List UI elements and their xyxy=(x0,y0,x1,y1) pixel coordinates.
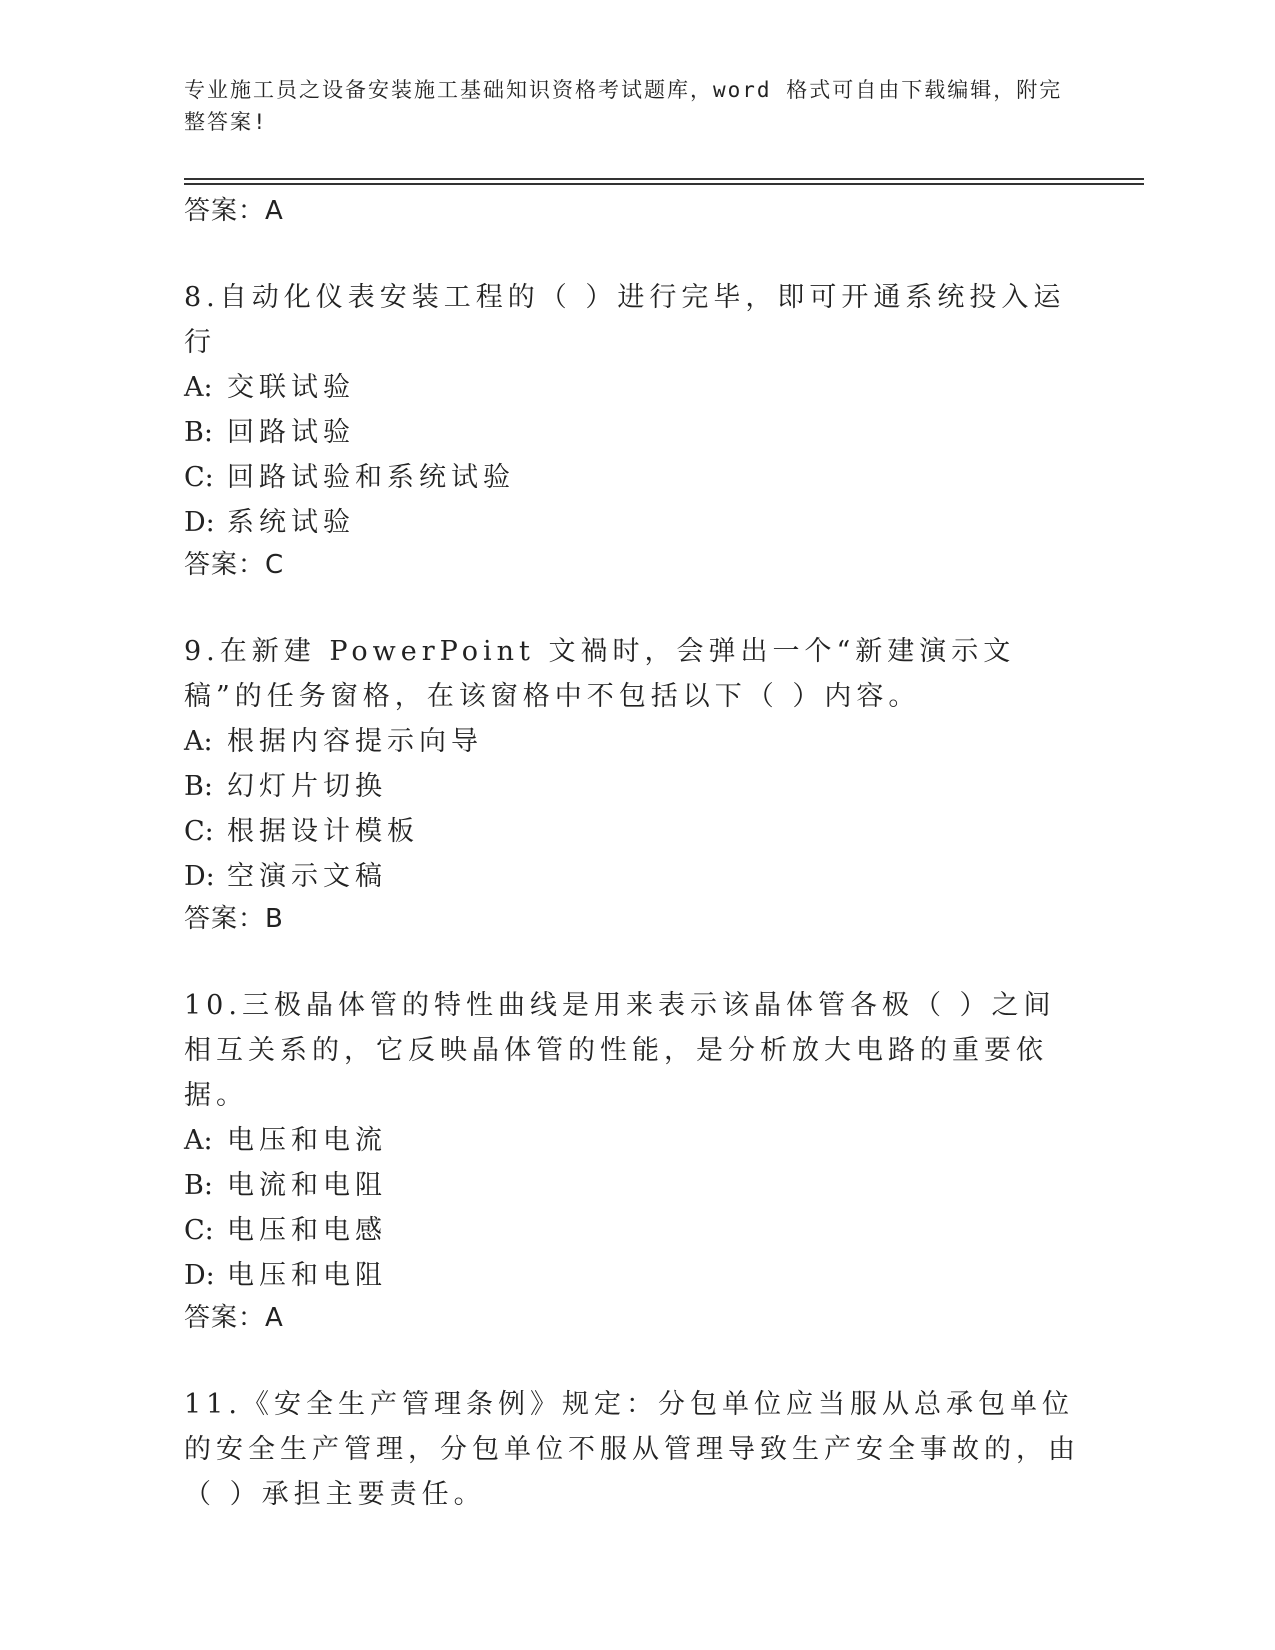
option-text: 根据设计模板 xyxy=(227,816,419,847)
option-d xyxy=(184,854,1084,899)
option-key: B: xyxy=(184,417,213,448)
answer-label: 答案：C xyxy=(184,550,285,580)
header-divider-bottom xyxy=(184,183,1144,185)
option-text: 回路试验 xyxy=(227,417,355,448)
option-a xyxy=(184,1118,1084,1163)
question-stem: 9.在新建 PowerPoint 文禍时，会弹出一个“新建演示文稿”的任务窗格，在该窗格中不包括以下（ ）内容。 xyxy=(184,636,1016,712)
option-text: 交联试验 xyxy=(227,372,355,403)
question-stem: 11.《安全生产管理条例》规定：分包单位应当服从总承包单位的安全生产管理，分包单位不服从管理导致生产安全事故的，由（ ）承担主要责任。 xyxy=(184,1389,1080,1510)
option-d xyxy=(184,500,1084,545)
option-key: B: xyxy=(184,771,213,802)
option-text: 空演示文稿 xyxy=(227,861,387,892)
option-text: 回路试验和系统试验 xyxy=(227,462,515,493)
option-key: C: xyxy=(184,816,214,847)
option-b xyxy=(184,410,1084,455)
header-divider-top xyxy=(184,178,1144,180)
option-text: 根据内容提示向导 xyxy=(227,726,483,757)
option-key: C: xyxy=(184,1215,214,1246)
question-stem: 8.自动化仪表安装工程的（ ）进行完毕，即可开通系统投入运行 xyxy=(184,282,1066,358)
answer-label: 答案：A xyxy=(184,196,284,226)
question-8 xyxy=(184,275,1084,585)
option-c xyxy=(184,455,1084,500)
option-text: 电流和电阻 xyxy=(227,1170,387,1201)
option-key: D: xyxy=(184,1260,215,1291)
option-text: 电压和电流 xyxy=(227,1125,387,1156)
option-text: 电压和电感 xyxy=(227,1215,387,1246)
document-header: 专业施工员之设备安装施工基础知识资格考试题库，word 格式可自由下载编辑，附完整答案! xyxy=(184,78,1063,134)
option-key: C: xyxy=(184,462,214,493)
option-a xyxy=(184,365,1084,410)
option-a xyxy=(184,719,1084,764)
option-key: D: xyxy=(184,507,215,538)
question-stem: 10.三极晶体管的特性曲线是用来表示该晶体管各极（ ）之间相互关系的，它反映晶体管的性能，是分析放大电路的重要依据。 xyxy=(184,990,1056,1111)
question-9 xyxy=(184,629,1084,939)
option-c xyxy=(184,809,1084,854)
option-d xyxy=(184,1253,1084,1298)
question-11 xyxy=(184,1382,1084,1517)
option-key: A: xyxy=(184,1125,213,1156)
question-list xyxy=(184,191,1084,1517)
option-text: 电压和电阻 xyxy=(227,1260,387,1291)
option-key: B: xyxy=(184,1170,213,1201)
option-text: 系统试验 xyxy=(227,507,355,538)
option-key: D: xyxy=(184,861,215,892)
answer-label: 答案：A xyxy=(184,1303,284,1333)
option-key: A: xyxy=(184,372,213,403)
option-text: 幻灯片切换 xyxy=(227,771,387,802)
option-b xyxy=(184,764,1084,809)
option-c xyxy=(184,1208,1084,1253)
question-10 xyxy=(184,983,1084,1338)
option-b xyxy=(184,1163,1084,1208)
answer-label: 答案：B xyxy=(184,904,284,934)
option-key: A: xyxy=(184,726,213,757)
